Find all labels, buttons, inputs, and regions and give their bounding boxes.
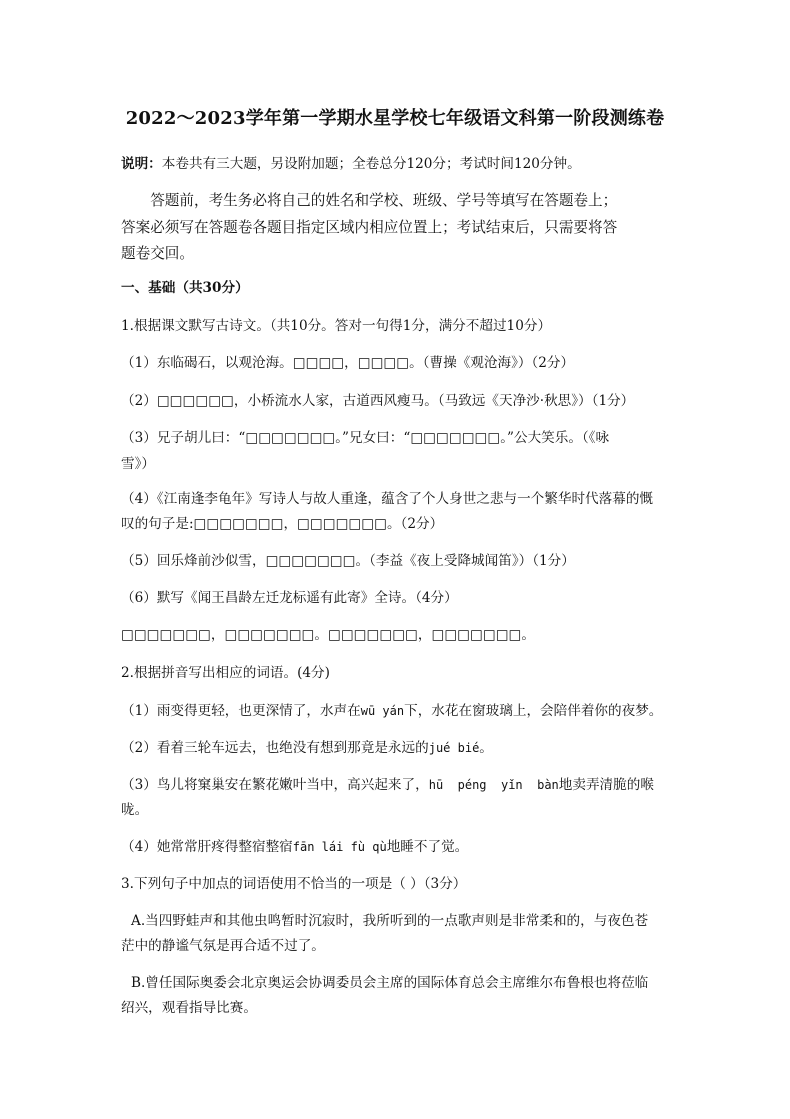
question-1-item-3b: 雪》） — [121, 456, 155, 472]
q2-1-text-before: （1）雨变得更轻，也更深情了，水声在 — [121, 703, 361, 719]
question-1-item-1: （1）东临碣石，以观沧海。□□□□，□□□□。（曹操《观沧海》）（2分） — [121, 355, 575, 371]
intro-note — [121, 151, 681, 178]
page-title: 2022～2023学年第一学期水星学校七年级语文科第一阶段测练卷 — [125, 108, 665, 129]
pinyin-juebie: jué bié — [428, 741, 480, 755]
q2-1-text-after: 下，水花在窗玻璃上，会陪伴着你的夜梦。 — [404, 703, 663, 719]
question-1-item-6: （6）默写《闻王昌龄左迁龙标遥有此寄》全诗。（4分） — [121, 590, 458, 606]
question-1-item-6-blank: □□□□□□□，□□□□□□□。□□□□□□□，□□□□□□□。 — [121, 627, 535, 643]
question-3-option-a-1: A.当四野蛙声和其他虫鸣暂时沉寂时，我所听到的一点歌声则是非常柔和的，与夜色苍 — [131, 913, 649, 929]
question-1-item-4b: 叹的句子是:□□□□□□□，□□□□□□□。（2分） — [121, 516, 444, 532]
question-2-item-4 — [121, 834, 681, 861]
instructions-line-1: 答题前，考生务必将自己的姓名和学校、班级、学号等填写在答题卷上； — [150, 192, 618, 209]
intro-label: 说明： — [121, 156, 162, 172]
question-1-stem: 1.根据课文默写古诗文。（共10分。答对一句得1分，满分不超过10分） — [121, 318, 552, 334]
pinyin-hupengyinban: hū péng yǐn bàn — [428, 778, 559, 792]
instructions-line-2: 答案必须写在答题卷各题目指定区域内相应位置上；考试结束后，只需要将答 — [121, 219, 618, 236]
question-1-item-3a: （3）兄子胡儿曰：“□□□□□□□。”兄女曰：“□□□□□□□。”公大笑乐。（《咏 — [121, 430, 610, 446]
question-2-item-3b: 咙。 — [121, 802, 149, 818]
q2-2-text-before: （2）看着三轮车远去，也绝没有想到那竟是永远的 — [121, 740, 429, 756]
question-3-option-b-2: 绍兴，观看指导比赛。 — [121, 1000, 257, 1016]
section-heading: 一、基础（共30分） — [121, 280, 249, 296]
question-1-item-4a: （4）《江南逢李龟年》写诗人与故人重逢，蕴含了个人身世之悲与一个繁华时代落幕的慨 — [121, 491, 654, 507]
pinyin-fanlaifuqu: fān lái fù qù — [292, 840, 387, 854]
question-3-option-a-2: 茫中的静谧气氛是再合适不过了。 — [121, 938, 325, 954]
q2-2-text-after: 。 — [479, 740, 493, 756]
question-2-item-1 — [121, 698, 681, 725]
q2-4-text-after: 地睡不了觉。 — [386, 839, 469, 855]
question-3-stem: 3.下列句子中加点的词语使用不恰当的一项是（ ）（3分） — [121, 876, 467, 892]
pinyin-wuyan: wū yán — [360, 704, 405, 718]
question-2-item-3 — [121, 772, 681, 799]
question-2-item-2 — [121, 735, 681, 762]
q2-4-text-before: （4）她常常肝疼得整宿整宿 — [121, 839, 293, 855]
instructions-line-3: 题卷交回。 — [121, 245, 194, 262]
question-1-item-2: （2）□□□□□□，小桥流水人家，古道西风瘦马。（马致远《天净沙·秋思》）（1分） — [121, 393, 635, 409]
q2-3-text-before: （3）鸟儿将窠巢安在繁花嫩叶当中，高兴起来了， — [121, 777, 429, 793]
question-3-option-b-1: B.曾任国际奥委会北京奥运会协调委员会主席的国际体育总会主席维尔布鲁根也将莅临 — [131, 975, 649, 991]
intro-text: 本卷共有三大题，另设附加题；全卷总分120分；考试时间120分钟。 — [161, 156, 581, 172]
question-2-stem: 2.根据拼音写出相应的词语。(4分) — [121, 665, 330, 681]
q2-3-text-after: 地卖弄清脆的喉 — [558, 777, 654, 793]
question-1-item-5: （5）回乐烽前沙似雪，□□□□□□□。（李益《夜上受降城闻笛》）（1分） — [121, 553, 575, 569]
